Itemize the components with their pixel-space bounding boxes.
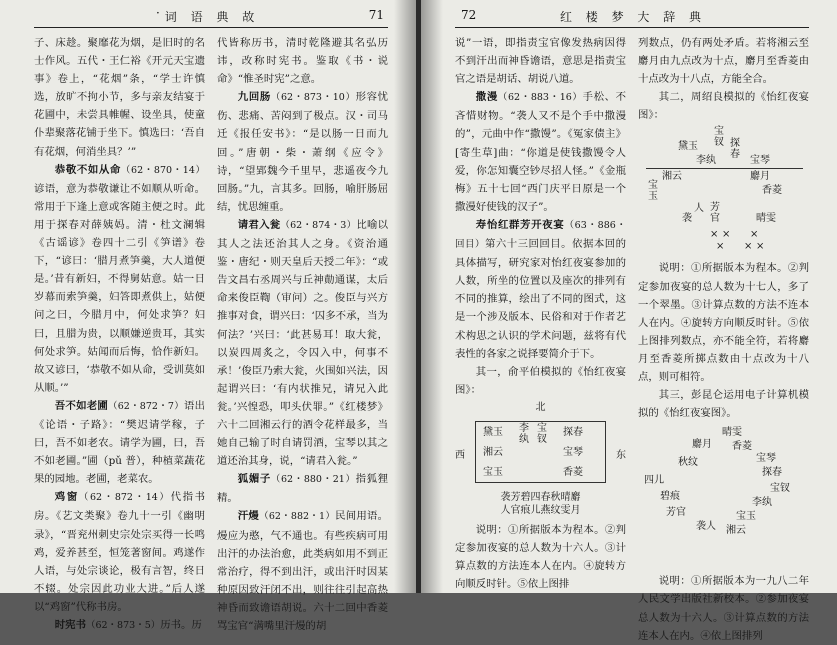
diagram2-seating-chart xyxy=(638,124,809,259)
diagram1-caption: 袭芳碧四春秋晴麝 人官痕儿燕纹雯月 xyxy=(500,491,581,516)
entry-headword: 鸡窗 xyxy=(54,491,79,504)
entry-definition: 民间用语。熳应为憨，气不通也。有些疾病可用出汗的办法治愈，此类病如用不到正常治疗，得不到出汗，或出汗时因某种原因致汗闭不出，则往往引起高热神昏而致谵语胡说。六十二回中香菱骂宝官“满嘴里汗熳的胡 xyxy=(217,510,389,632)
diagram1-north-label: 北 xyxy=(535,401,546,413)
body-paragraph: 其三，彭昆仑运用电子计算机模拟的《怡红夜宴图》。 xyxy=(638,389,809,420)
d2-x3: × xyxy=(750,229,759,241)
d3-qiuwen: 秋纹 xyxy=(678,457,698,469)
body-paragraph: 说明：①所据版本为程本。②判定参加夜宴的总人数为十六人。③计算点数的方法连本人在内。④旋转方向顺反时针。⑤依上图排 xyxy=(455,523,626,591)
d3-qingwen: 晴雯 xyxy=(722,427,742,439)
seat-baoqin: 宝琴 xyxy=(563,446,583,458)
entry-reference: （62・882・1） xyxy=(259,511,336,523)
entry-definition: 形容忧伤、悲痛、苦闷到了极点。汉・司马迁《报任安书》：“是以肠一日而九回。”唐朝・柴・萧纲《应令》诗，“望郢魏今千里早，悲遥夜今九回肠。”九，言其多。回肠，喻肝肠屈结，忧思缠重。 xyxy=(217,91,389,213)
left-page xyxy=(0,0,416,632)
d2-x6: × xyxy=(756,241,765,253)
d2-sheyue: 麝月 xyxy=(750,171,770,183)
d3-sheyue: 麝月 xyxy=(692,439,712,451)
entry-reference: （62・872・14） xyxy=(78,492,171,504)
d3-xiren: 袭人 xyxy=(696,521,716,533)
entry-definition: 比喻以其人之法还治其人之身。《资治通鉴・唐纪・则天皇后天授二年》：“或告文昌右丞周兴与丘神勣通谋，太后命来俊臣鞫（审问）之。俊臣与兴方推事对食，谓兴曰：‘囚多不承，当为何法？’兴曰：‘此甚易耳！取大瓮，以炭四周炙之，令囚入中，何事不承！’俊臣乃索大瓮，火围如兴法，因起谓兴曰：‘有内状推兄，请兄入此瓮。’兴惶恐，叩头伏罪。”《红楼梦》六十二回湘云行的酒令花样最多，当她自己输了时自请罚酒，宝琴以其之道还治其身，说，“请君入瓮。” xyxy=(217,218,389,468)
seat-baoyu: 宝玉 xyxy=(483,466,503,478)
left-page-gutter-shadow xyxy=(394,0,416,593)
d2-baoqin: 宝琴 xyxy=(750,155,770,167)
entry-definition: 指狐狸精。 xyxy=(217,473,389,505)
entry-definition: 代指书房。《艺文类聚》卷九十一引《幽明录》，“晋兖州刺史宗处宗买得一长鸣鸡，爱养甚至，恒笼著窗间。鸡遂作人语，与处宗谈论，极有言智，终日不辍。处宗因此功业大进。”后人遂以“鸡窗”代称书房。 xyxy=(34,491,206,613)
d2-tanchun: 探 春 xyxy=(730,138,740,161)
entry-reference: （62・870・14） xyxy=(120,164,206,176)
d3-liwan: 李纨 xyxy=(752,497,772,509)
entry-headword: 汗熳 xyxy=(237,510,260,523)
d2-qingwen: 晴雯 xyxy=(756,213,776,225)
left-column-1 xyxy=(34,34,206,631)
d3-xiangling: 香菱 xyxy=(732,441,752,453)
right-column-1 xyxy=(455,34,626,589)
diagram1-west-label: 西 xyxy=(455,449,465,461)
entry-definition: 历书。历 xyxy=(160,619,202,631)
entry-headword: 时宪书 xyxy=(54,619,86,631)
dictionary-entry xyxy=(455,88,626,216)
dictionary-entry xyxy=(217,88,388,216)
entry-headword: 恭敬不如从命 xyxy=(54,163,121,176)
entry-headword: 撒漫 xyxy=(475,91,498,104)
diagram3-seating-chart xyxy=(638,422,809,572)
right-page-number: 72 xyxy=(461,8,477,22)
d2-x1: × xyxy=(710,229,719,241)
right-page xyxy=(421,0,837,642)
body-paragraph: 子、床趁。聚靡花为烟，是旧时的名士作风。五代・王仁裕《开元天宝遗事》卷上，“花烟”条，“学士许慎选，放旷不拘小节，多与亲友结宴于花圃中，未尝具帷幄、设坐具，使童仆辈聚落花铺于坐下。慎选曰：‘吾自有花烟，何消坐具？’” xyxy=(34,37,205,158)
entry-headword: 寿怡红群芳开夜宴 xyxy=(475,218,565,231)
diagram1-seating-chart xyxy=(455,415,626,489)
d2-xiangling: 香菱 xyxy=(762,185,782,197)
seat-li-wan: 李 纨 xyxy=(519,422,529,445)
d3-bihen: 碧痕 xyxy=(660,491,680,503)
entry-reference: （62・872・7） xyxy=(107,400,184,412)
seat-baochai: 宝 钗 xyxy=(537,422,547,445)
d2-baochai: 宝 钗 xyxy=(714,126,724,149)
entry-headword: 狐媚子 xyxy=(237,473,271,486)
dictionary-entry xyxy=(34,488,205,616)
body-paragraph: 代皆称历书，清时乾隆避其名弘历讳，改称时宪书。鉴取《书・说命》“惟圣时宪”之意。 xyxy=(217,37,388,86)
entry-reference: （62・873・10） xyxy=(270,92,356,104)
dictionary-entry xyxy=(217,470,388,507)
entry-reference: （62・883・16） xyxy=(497,92,583,104)
entry-headword: 请君入瓮 xyxy=(237,218,281,231)
right-page-gutter-shadow xyxy=(421,0,443,593)
d2-ren: 人 xyxy=(694,203,704,215)
seat-xiangling: 香菱 xyxy=(563,466,583,478)
entry-headword: 吾不如老圃 xyxy=(54,399,108,412)
entry-headword: 九回肠 xyxy=(237,91,271,104)
d3-sier: 四儿 xyxy=(644,475,664,487)
body-paragraph: 说明：①所据版本为程本。②判定参加夜宴的总人数为十七人，多了一个翠墨。③计算点数的方法不连本人在内。④旋转方向顺反时针。⑤依上图排列数点，亦不能全符，若将麝月至香菱所掷点数由十点改为十八点，则可相符。 xyxy=(638,262,809,384)
body-paragraph: 说明：①所据版本为一九八二年人民文学出版社新校本。②参加夜宴总人数为十六人。③计算点数的方法连本人在内。④依上图排列 xyxy=(638,575,809,642)
d3-tanchun: 探春 xyxy=(762,467,782,479)
diagram1-east-label: 东 xyxy=(616,449,626,461)
right-column-2 xyxy=(638,34,809,642)
d3-baoqin: 宝琴 xyxy=(756,453,776,465)
entry-reference: （63・886・回目） xyxy=(455,219,626,251)
dictionary-entry xyxy=(455,216,626,363)
left-page-number: 71 xyxy=(368,8,384,22)
d3-fangguan: 芳官 xyxy=(666,507,686,519)
d2-xiangyun: 湘云 xyxy=(662,171,682,183)
right-header-title: 红 楼 梦 大 辞 典 xyxy=(559,10,707,24)
entry-definition: 谚语，意为恭敬谦让不如顺从听命。常用于下逢上意或客随主便之时。此用于探春对薛姨妈。清・杜文澜辑《古谣谚》卷四十二引《笋谱》卷下，“谚曰：‘腊月煮笋羹，大人道便是。’昔有新妇，不得舅姑意。姑一日岁幕而索笋羹，妇答即煮供上，姑便问之曰，今腊月中，何处求笋？妇曰，且腊为贵，以顺嫌逆贵耳，其实何处求笋。姑闻而后悔，恰作新妇。故又谚曰，‘恭敬不如从命，受训莫如从顺。’” xyxy=(34,182,205,394)
dictionary-entry xyxy=(34,161,205,397)
seat-tanchun: 探春 xyxy=(563,426,583,438)
left-running-head xyxy=(38,8,386,26)
entry-reference: （62・880・21） xyxy=(270,474,356,486)
left-column-2 xyxy=(217,34,389,632)
right-header-rule xyxy=(455,27,809,28)
d2-baoyu: 宝 玉 xyxy=(648,180,658,203)
d3-baoyu: 宝玉 xyxy=(736,511,756,523)
entry-reference: （62・874・3） xyxy=(280,219,357,231)
left-header-title: 词 语 典 故 xyxy=(164,10,260,24)
left-header-rule xyxy=(34,27,388,28)
d2-fangguan: 芳 官 xyxy=(710,202,720,225)
seat-daiyu: 黛玉 xyxy=(483,426,503,438)
body-paragraph: 其一，俞平伯模拟的《怡红夜宴图》： xyxy=(455,365,626,396)
body-paragraph: 其二，周绍良模拟的《怡红夜宴图》： xyxy=(638,91,809,122)
entry-definition: 语出《论语・子路》：“樊迟请学稼，子曰，吾不如老农。请学为圃，曰，吾不如老圃。”圃（pǔ 普），种植菜蔬花果的园地。老圃，老菜农。 xyxy=(34,399,206,486)
seat-xiangyun: 湘云 xyxy=(483,446,503,458)
dictionary-entry xyxy=(217,216,388,470)
d2-daiyu: 黛玉 xyxy=(678,141,698,153)
d2-xi: 袭 xyxy=(682,213,692,225)
entry-definition: 手松、不吝惜财物。“袭人又不是个手中撒漫的”，元曲中作“撒馒”。《冤家债主》[寄生草]曲：“你道是使钱撒馒令人爱，你怎知囊空钞尽招人怪。”《金瓶梅》五十七回“西门庆平日原是一个撒漫好使钱的汉子”。 xyxy=(455,91,627,213)
d2-x2: × xyxy=(722,229,731,241)
dictionary-entry xyxy=(34,397,205,488)
d3-xiangyun: 湘云 xyxy=(726,525,746,537)
d2-liwan: 李纨 xyxy=(696,155,716,167)
d3-baochai: 宝钗 xyxy=(770,483,790,495)
dictionary-entry xyxy=(34,616,205,635)
body-paragraph: 列数点，仍有两处矛盾。若将湘云至麝月由九点改为十点，麝月至香菱由十点改为十八点，方能全合。 xyxy=(638,37,809,86)
entry-definition: 第六十三回回目。依据本回的具体描写，研究家对怡红夜宴参加的人数，所坐的位置以及座次的排列有不同的推算，绘出了不同的图式，这是一个涉及版本、民俗和对于作者艺术构思之认识的学术问题，兹将有代表性的各家之说择要简介于下。 xyxy=(455,238,626,360)
d2-x4: × xyxy=(716,241,725,253)
dictionary-entry xyxy=(217,507,388,635)
header-dot: · xyxy=(156,6,165,20)
body-paragraph: 说”一语，即指责宝官像发热病因得不到汗出而神昏谵语，意思是指责宝官之语是胡话、胡说八道。 xyxy=(455,37,626,86)
d2-x5: × xyxy=(744,241,753,253)
right-running-head xyxy=(459,8,807,26)
entry-reference: （62・873・5） xyxy=(85,620,161,631)
